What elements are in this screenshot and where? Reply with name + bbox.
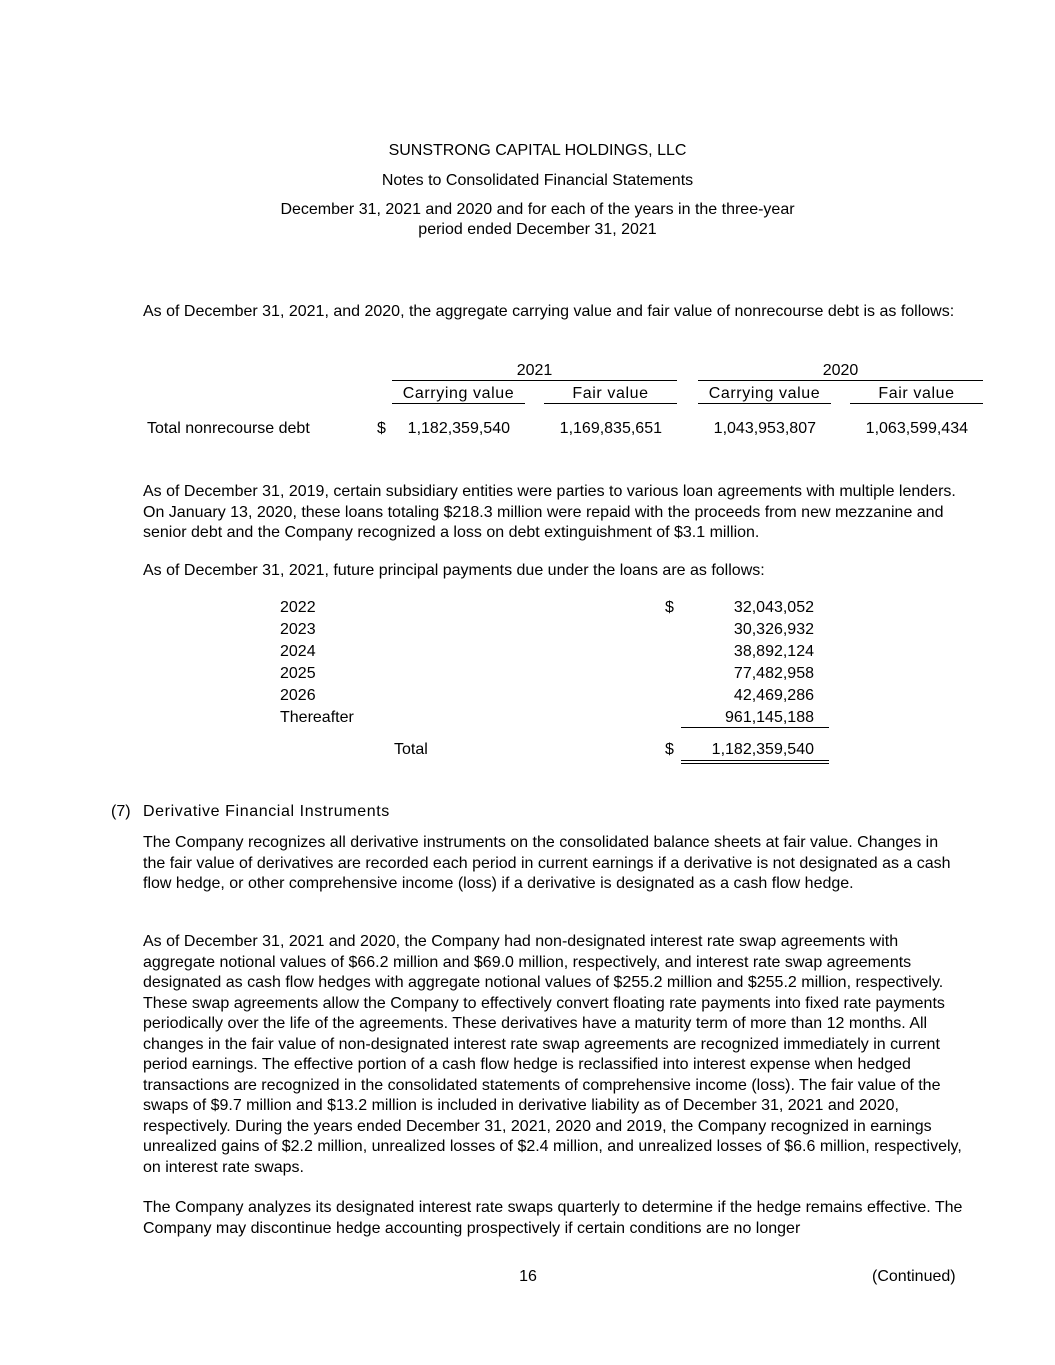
payment-year-label: 2023 xyxy=(280,621,316,638)
company-name: SUNSTRONG CAPITAL HOLDINGS, LLC xyxy=(388,142,687,159)
section-title: Derivative Financial Instruments xyxy=(143,803,390,820)
value-fair-2021: 1,169,835,651 xyxy=(559,420,662,437)
payment-year-label: 2026 xyxy=(280,687,316,704)
col-header-carrying-2021: Carrying value xyxy=(392,385,525,404)
intro-paragraph: As of December 31, 2021, and 2020, the aggregate carrying value and fair value of nonrecourse debt is as follows: xyxy=(143,303,955,320)
payments-total-currency: $ xyxy=(665,741,674,758)
payment-currency: $ xyxy=(665,599,674,616)
payment-year-label: 2022 xyxy=(280,599,316,616)
value-carrying-2021: 1,182,359,540 xyxy=(407,420,510,437)
payment-value: 30,326,932 xyxy=(733,621,814,638)
currency-symbol: $ xyxy=(377,420,386,437)
row-label-total-nonrecourse-debt: Total nonrecourse debt xyxy=(147,420,310,437)
continued-label: (Continued) xyxy=(872,1268,956,1285)
section7-paragraph-3: The Company analyzes its designated interest rate swaps quarterly to determine if the hedge remains effective. The Company may discontinue hedge accounting prospectively if certain conditions are no longer xyxy=(143,1199,963,1237)
payment-year-label: 2025 xyxy=(280,665,316,682)
payments-intro: As of December 31, 2021, future principal payments due under the loans are as follows: xyxy=(143,562,765,579)
payments-total-label: Total xyxy=(394,741,428,758)
year-header-2020: 2020 xyxy=(698,362,983,381)
col-header-carrying-2020: Carrying value xyxy=(698,385,831,404)
payment-value: 32,043,052 xyxy=(733,599,814,616)
value-carrying-2020: 1,043,953,807 xyxy=(713,420,816,437)
value-fair-2020: 1,063,599,434 xyxy=(865,420,968,437)
payment-value: 42,469,286 xyxy=(733,687,814,704)
payment-year-label: Thereafter xyxy=(280,709,354,726)
payment-year-label: 2024 xyxy=(280,643,316,660)
section7-paragraph-2: As of December 31, 2021 and 2020, the Company had non-designated interest rate swap agreements with aggregate notional values of $66.2 million and $69.0 million, respectively, and interest rate swap agreements designated as cash flow hedges with aggregate notional values of $255.2 million and $255.2 million, respectively. These swap agreements allow the Company to effectively convert floating rate payments into fixed rate payments periodically over the life of the agreements. These derivatives have a maturity term of more than 12 months. All changes in the fair value of non-designated interest rate swap agreements are recognized immediately in current period earnings. The effective portion of a cash flow hedge is reclassified into interest expense when hedged transactions are recognized in the consolidated statements of comprehensive income (loss). The fair value of the swaps of $9.7 million and $13.2 million is included in derivative liability as of December 31, 2021 and 2020, respectively. During the years ended December 31, 2021, 2020 and 2019, the Company recognized in earnings unrealized gains of $2.2 million, unrealized losses of $2.4 million, and unrealized losses of $6.6 million, respectively, on interest rate swaps. xyxy=(143,933,962,1176)
total-double-rule xyxy=(681,760,829,764)
paragraph-2019-loans: As of December 31, 2019, certain subsidiary entities were parties to various loan agreements with multiple lenders. On January 13, 2020, these loans totaling $218.3 million were repaid with the proceeds from new mezzanine and senior debt and the Company recognized a loss on debt extinguishment of $3.1 million. xyxy=(143,483,956,541)
period-line-2: period ended December 31, 2021 xyxy=(418,221,657,238)
payment-value: 77,482,958 xyxy=(733,665,814,682)
year-header-2021: 2021 xyxy=(392,362,677,381)
subtotal-rule xyxy=(681,727,829,728)
payments-total-value: 1,182,359,540 xyxy=(711,741,814,758)
payment-value: 38,892,124 xyxy=(733,643,814,660)
page-number: 16 xyxy=(519,1268,537,1285)
period-line-1: December 31, 2021 and 2020 and for each of the years in the three-year xyxy=(280,201,795,218)
payment-value: 961,145,188 xyxy=(725,709,814,726)
section7-paragraph-1: The Company recognizes all derivative instruments on the consolidated balance sheets at fair value. Changes in the fair value of derivatives are recorded each period in current earnings if a derivative is not designated as a cash flow hedge, or other comprehensive income (loss) if a derivative is designated as a cash flow hedge. xyxy=(143,834,951,892)
col-header-fair-2020: Fair value xyxy=(850,385,983,404)
section-number: (7) xyxy=(111,803,131,820)
col-header-fair-2021: Fair value xyxy=(544,385,677,404)
statement-subtitle: Notes to Consolidated Financial Statements xyxy=(381,172,694,189)
